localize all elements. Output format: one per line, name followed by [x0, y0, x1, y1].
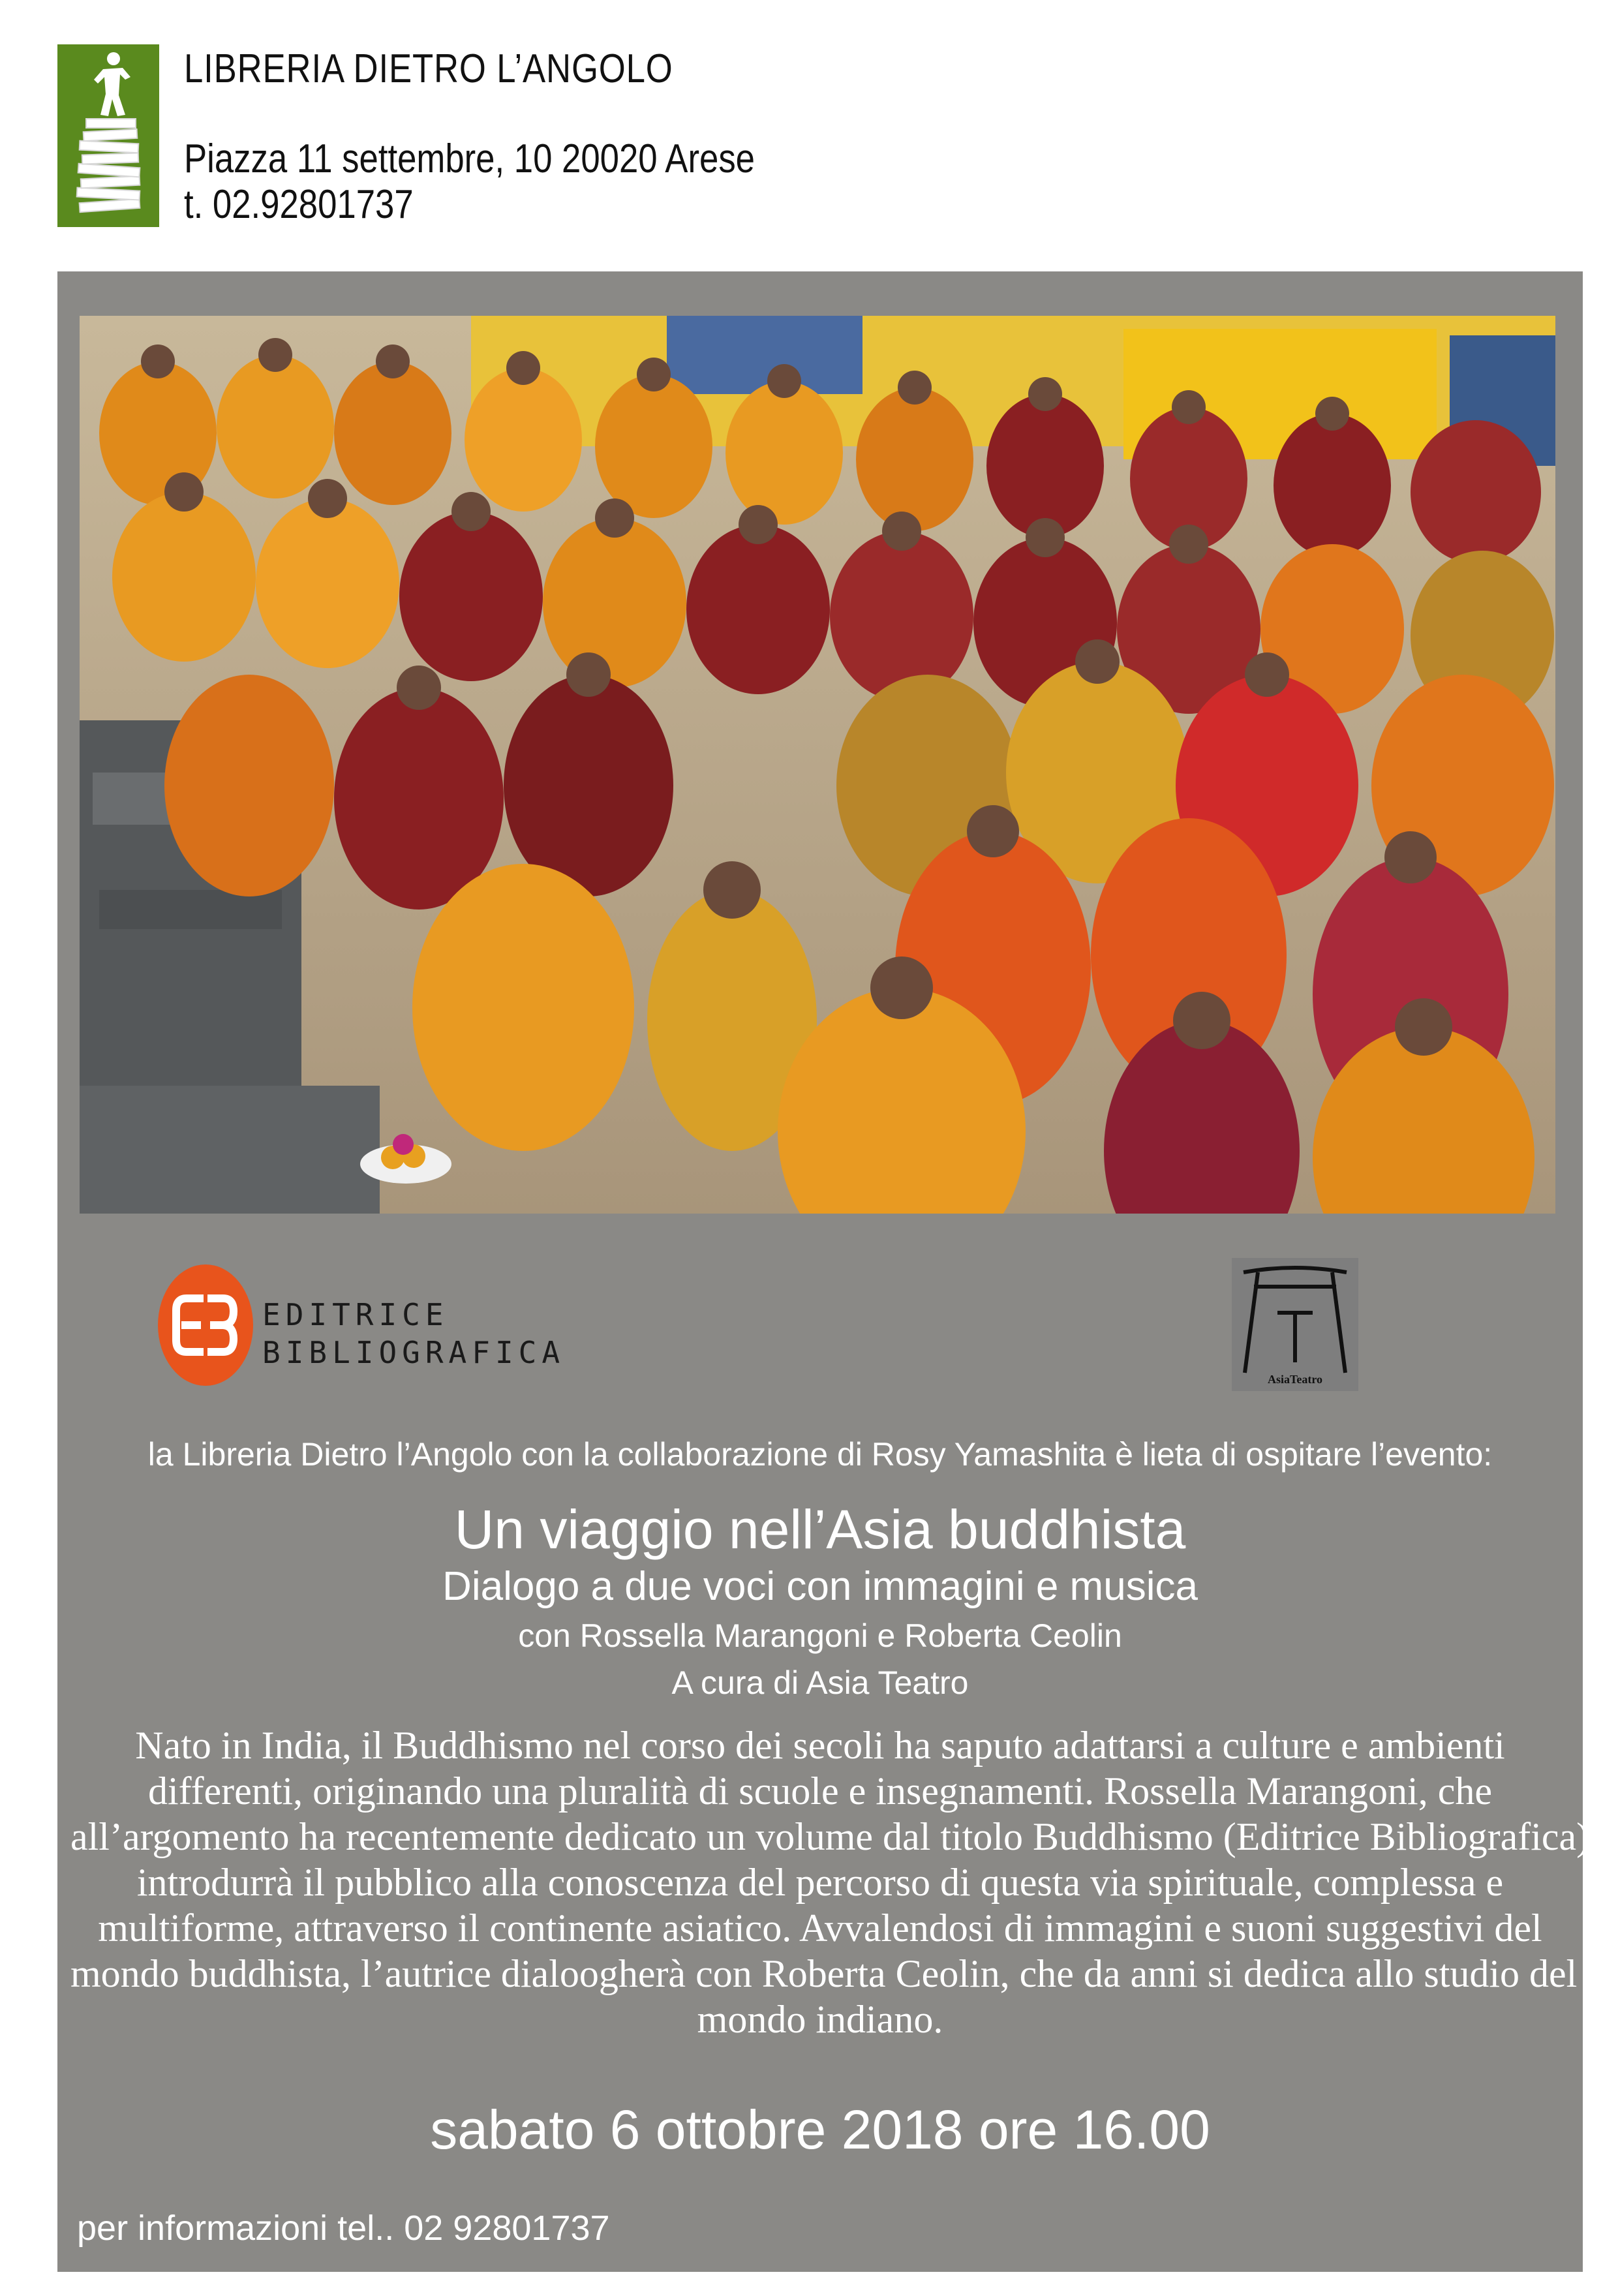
asia-teatro-logo: [1232, 1258, 1358, 1391]
shop-phone: t. 02.92801737: [184, 182, 414, 227]
event-date: sabato 6 ottobre 2018 ore 16.00: [430, 2099, 1210, 2160]
event-title: Un viaggio nell’Asia buddhista: [454, 1499, 1186, 1560]
description-line: Nato in India, il Buddhismo nel corso dei secoli ha saputo adattarsi a culture e ambienti: [135, 1724, 1505, 1767]
event-subtitle: Dialogo a due voci con immagini e musica: [442, 1564, 1198, 1609]
shop-name: LIBRERIA DIETRO L’ANGOLO: [184, 46, 673, 91]
description-line: multiforme, attraverso il continente asiatico. Avvalendosi di immagini e suoni suggestivi del: [98, 1906, 1542, 1950]
editrice-bibliografica-mark-icon: [158, 1264, 253, 1386]
monks-gathering-photo: [80, 316, 1555, 1214]
editrice-line1: EDITRICE: [262, 1297, 449, 1332]
editrice-bibliografica-logo: [158, 1264, 566, 1395]
libreria-logo: [57, 44, 159, 227]
event-curator: A cura di Asia Teatro: [671, 1664, 969, 1701]
description-line: mondo indiano.: [697, 1998, 943, 2041]
description-line: differenti, originando una pluralità di scuole e insegnamenti. Rossella Marangoni, che: [148, 1769, 1492, 1813]
event-speakers: con Rossella Marangoni e Roberta Ceolin: [518, 1617, 1122, 1654]
description-line: introdurrà il pubblico alla conoscenza del percorso di questa via spirituale, complessa e: [136, 1861, 1504, 1904]
event-panel: [57, 271, 1600, 2272]
asia-teatro-caption: AsiaTeatro: [1267, 1373, 1323, 1386]
editrice-line2: BIBLIOGRAFICA: [262, 1335, 566, 1370]
shop-address: Piazza 11 settembre, 10 20020 Arese: [184, 136, 755, 181]
event-description: [70, 1722, 1600, 2042]
event-intro: la Libreria Dietro l’Angolo con la collaborazione di Rosy Yamashita è lieta di ospitare l’evento:: [147, 1436, 1493, 1473]
description-line: mondo buddhista, l’autrice dialoogherà con Roberta Ceolin, che da anni si dedica allo studio del: [70, 1952, 1578, 1995]
book-stack-reader-icon: [57, 44, 159, 227]
info-phone: per informazioni tel.. 02 92801737: [77, 2209, 610, 2248]
description-line: all’argomento ha recentemente dedicato un volume dal titolo Buddhismo (Editrice Bibliografica),: [70, 1815, 1600, 1858]
